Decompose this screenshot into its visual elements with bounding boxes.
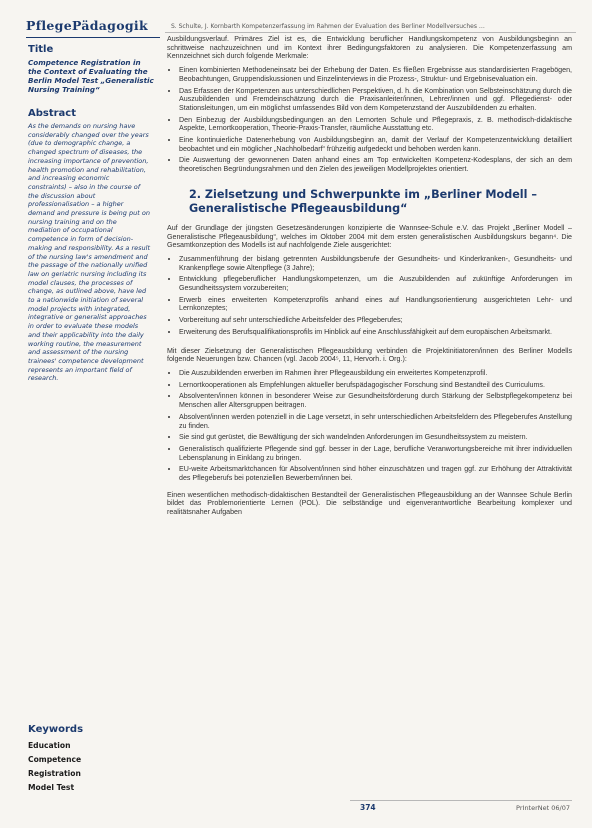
abstract-text: As the demands on nursing have considerably changed over the years (due to demographic change, a changed spectrum of diseases, the increasing importance of prevention, health promotion and rehabilitation, and increasing economic constraints) – also in the course of the discussion about professionalisation – a higher demand and pressure is being put on nursing training and on the mediation of occupational competence in form of decision-making and responsibility. As a result of the nursing law's amendment and the passage of the nationally unified law on geriatric nursing including its model clauses, the processes of change, as outlined above, have led to a nationwide initiation of several model projects with integrated, integrative or generalist approaches in order to evaluate these models and their applicability into the daily working routine, the measurement and assessment of the nursing trainees' competence development represents an important field of research. xyxy=(28,122,151,383)
list-item: • Das Erfassen der Kompetenzen aus unterschiedlichen Perspektiven, d. h. die Kombination von Selbsteinschätzung durch die Auszubildenden und Fremdeinschätzung durch die Praxisanleiter/innen, Lehrer/innen und ggf. Pflegedienst- oder Stationsleitungen, um ein möglichst umfassendes Bild von dem Kompetenzstand der Auszubildenden zu erhalten. xyxy=(179,87,572,113)
list-item: • Vorbereitung auf sehr unterschiedliche Arbeitsfelder des Pflegeberufes; xyxy=(179,316,572,325)
journal-name: PflegePädagogik xyxy=(26,18,160,38)
list-item: • Sie sind gut gerüstet, die Bewältigung der sich wandelnden Anforderungen im Gesundheitssystem zu meistern. xyxy=(179,433,572,442)
sidebar xyxy=(18,18,160,818)
list-item: • Lernortkooperationen als Empfehlungen aktueller berufspädagogischer Forschung sind Bestandteil des Curriculums. xyxy=(179,381,572,390)
list-item: • Absolvent/innen werden potenziell in die Lage versetzt, in sehr unterschiedlichen Arbeitsfeldern des Pflegeberufes Anstellung zu finden. xyxy=(179,413,572,430)
page-number: 374 xyxy=(356,803,380,812)
list-item: • Erwerb eines erweiterten Kompetenzprofils anhand eines auf Handlungsorientierung ausgerichteten Lehr- und Lernkonzeptes; xyxy=(179,296,572,313)
list-item: • Absolventen/innen können in besonderer Weise zur Gesundheitsförderung durch Stärkung der Selbstpflegekompetenz bei Menschen aller Altersgruppen beitragen. xyxy=(179,392,572,409)
list-item: • Den Einbezug der Ausbildungsbedingungen an den Lernorten Schule und Pflegepraxis, z. B. methodisch-didaktische Aspekte, Lernortkooperation, Theorie-Praxis-Transfer, räumliche Ausstattung etc. xyxy=(179,116,572,133)
abstract-heading: Abstract xyxy=(28,108,77,119)
intro-paragraph: Ausbildungsverlauf. Primäres Ziel ist es, die Entwicklung beruflicher Handlungskompetenz von Ausbildungsbeginn an schrittweise nachzuzeichnen und im Kontext ihrer Bedingungsfaktoren zu analysieren. Die Kompetenzerfassung am Kennzeichnet sich durch folgende Merkmale: xyxy=(167,35,572,61)
list-item: • Eine kontinuierliche Datenerhebung von Ausbildungsbeginn an, damit der Verlauf der Kompetenzentwicklung detailliert beobachtet und ein möglicher „Nachholbedarf“ frühzeitig aufgedeckt und behoben werden kann. xyxy=(179,136,572,153)
list-item: • Erweiterung des Berufsqualifikationsprofils im Hinblick auf eine Anschlussfähigkeit auf dem europäischen Arbeitsmarkt. xyxy=(179,328,572,337)
paragraph: Einen wesentlichen methodisch-didaktischen Bestandteil der Generalistischen Pflegeausbildung an der Wannsee Schule Berlin bildet das Problemorientierte Lernen (POL). Die selbständige und eigenverantwortliche Bearbeitung komplexer und realitätsnaher Aufgaben xyxy=(167,490,572,517)
bullet-list-features xyxy=(167,66,572,174)
title-heading: Title xyxy=(28,44,54,55)
page-footer xyxy=(350,800,572,813)
keyword: Education xyxy=(28,741,71,750)
list-item: • Zusammenführung der bislang getrennten Ausbildungsberufe der Gesundheits- und Kinderkranken-, Gesundheits- und Krankenpflege sowie Altenpflege (3 Jahre); xyxy=(179,255,572,272)
list-item: • Die Auszubildenden erwerben im Rahmen ihrer Pflegeausbildung ein erweitertes Kompetenzprofil. xyxy=(179,369,572,378)
keywords-block xyxy=(18,718,83,797)
english-title: Competence Registration in the Context of Evaluating the Berlin Model Test „Generalistic Nursing Training“ xyxy=(28,58,154,94)
paragraph: Mit dieser Zielsetzung der Generalistischen Pflegeausbildung verbinden die Projektinitiatoren/innen des Berliner Modells folgende Neuerungen bzw. Chancen (vgl. Jacob 2004⁵, 11, Hervorh. i. Org.): xyxy=(167,346,572,364)
journal-issue: PrInterNet 06/07 xyxy=(516,804,570,812)
keyword: Registration xyxy=(28,769,81,778)
list-item: • Einen kombinierten Methodeneinsatz bei der Erhebung der Daten. Es fließen Ergebnisse aus standardisierten Fragebögen, Beobachtungen, Gruppendiskussionen und Einzelinterviews in die Prozess-, Struktur- und Ergebnisevaluation ein. xyxy=(179,66,572,83)
keyword: Model Test xyxy=(28,783,75,792)
keyword: Competence xyxy=(28,755,82,764)
list-item: • Die Auswertung der gewonnenen Daten anhand eines am Top entwickelten Kompetenz-Kodesplans, der sich an dem theoretischen Begründungsrahmen und den Zielen des jeweiligen Modellprojektes orientiert. xyxy=(179,156,572,173)
keywords-heading: Keywords xyxy=(28,724,84,735)
main-column xyxy=(167,35,572,522)
section-heading: 2. Zielsetzung und Schwerpunkte im „Berliner Modell – Generalistische Pflegeausbildung“ xyxy=(189,187,537,215)
bullet-list-chances xyxy=(167,369,572,483)
running-header: S. Schulte, J. Kornbarth Kompetenzerfassung im Rahmen der Evaluation des Berliner Modellversuches … xyxy=(165,22,576,33)
list-item: • Entwicklung pflegeberuflicher Handlungskompetenzen, um die Auszubildenden auf zukünftige Anforderungen im Gesundheitssystem vorzubereiten; xyxy=(179,275,572,292)
list-item: • EU-weite Arbeitsmarktchancen für Absolvent/innen sind höher einzuschätzen und tragen ggf. zur Erhöhung der Attraktivität des Pflegeberufs bei potenziellen Bewerbern/innen bei. xyxy=(179,465,572,482)
paragraph: Auf der Grundlage der jüngsten Gesetzesänderungen konzipierte die Wannsee-Schule e.V. das Projekt „Berliner Modell – Generalistische Pflegeausbildung“, welches im Oktober 2004 mit dem ersten generalistischen Ausbildungskurs begann⁴. Die Gesamtkonzeption des Modells ist auf nachfolgende Ziele ausgerichtet: xyxy=(167,223,572,250)
bullet-list-goals xyxy=(167,255,572,337)
list-item: • Generalistisch qualifizierte Pflegende sind ggf. besser in der Lage, berufliche Veranwortungsbereiche mit ihrer individuellen Lebensplanung in Einklang zu bringen. xyxy=(179,445,572,462)
